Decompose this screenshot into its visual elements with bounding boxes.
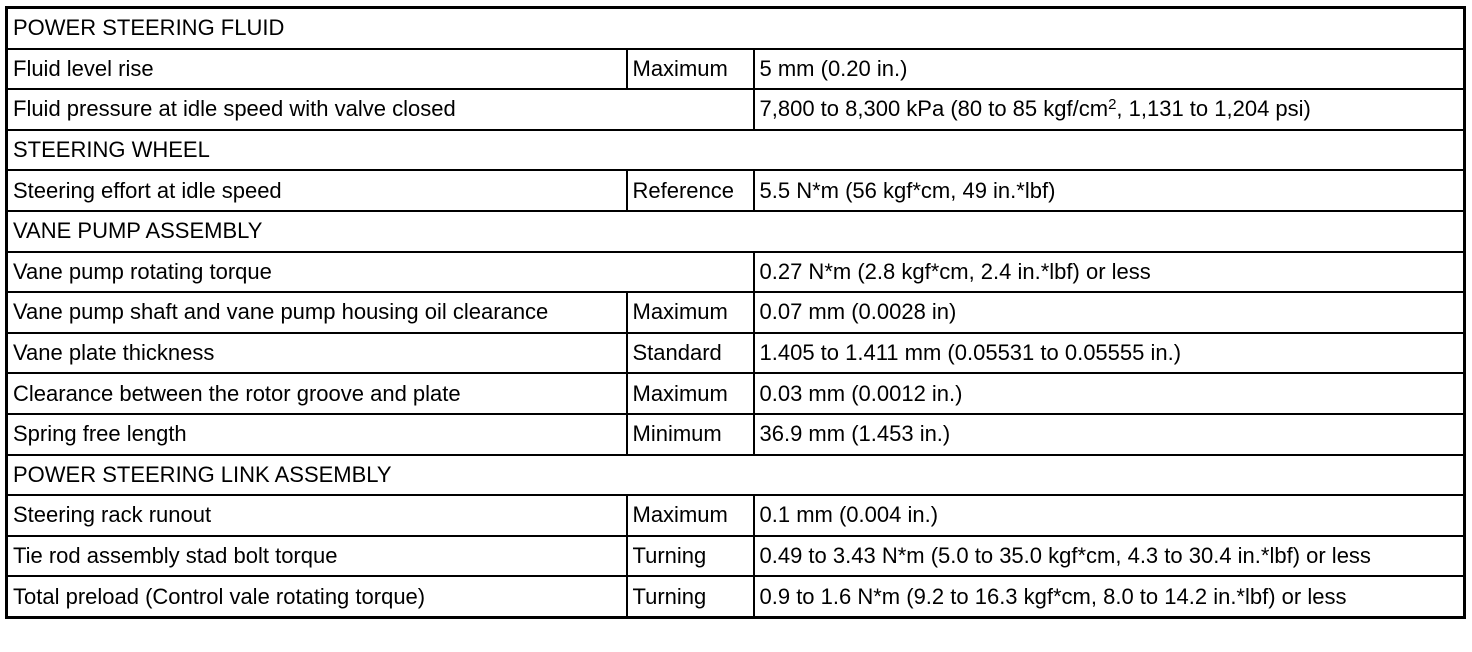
table-row (7, 292, 1465, 333)
section-header-row (7, 455, 1465, 496)
spec-cell: 36.9 mm (1.453 in.) (754, 414, 1465, 455)
table-row (7, 89, 1465, 130)
table-row (7, 414, 1465, 455)
item-cell: Vane pump rotating torque (7, 252, 754, 293)
condition-cell: Standard (627, 333, 754, 374)
specification-table (5, 6, 1466, 619)
table-row (7, 333, 1465, 374)
condition-cell: Maximum (627, 49, 754, 90)
condition-cell: Reference (627, 170, 754, 211)
table-row (7, 49, 1465, 90)
item-cell: Vane plate thickness (7, 333, 627, 374)
table-row (7, 252, 1465, 293)
spec-cell: 1.405 to 1.411 mm (0.05531 to 0.05555 in.) (754, 333, 1465, 374)
table-row (7, 576, 1465, 617)
table-row (7, 495, 1465, 536)
item-cell: Steering rack runout (7, 495, 627, 536)
table-row (7, 373, 1465, 414)
section-header-row (7, 130, 1465, 171)
item-cell: Fluid level rise (7, 49, 627, 90)
spec-text: 7,800 to 8,300 kPa (80 to 85 kgf/cm (759, 96, 1109, 122)
spec-text: , 1,131 to 1,204 psi) (1116, 96, 1311, 122)
spec-cell: 5 mm (0.20 in.) (754, 49, 1465, 90)
spec-cell: 0.9 to 1.6 N*m (9.2 to 16.3 kgf*cm, 8.0 to 14.2 in.*lbf) or less (754, 576, 1465, 617)
item-cell: Tie rod assembly stad bolt torque (7, 536, 627, 577)
spec-cell (754, 89, 1465, 130)
condition-cell: Minimum (627, 414, 754, 455)
spec-cell: 0.1 mm (0.004 in.) (754, 495, 1465, 536)
section-title: POWER STEERING FLUID (7, 8, 1465, 49)
section-title: POWER STEERING LINK ASSEMBLY (7, 455, 1465, 496)
section-title: VANE PUMP ASSEMBLY (7, 211, 1465, 252)
table-row (7, 536, 1465, 577)
section-header-row (7, 8, 1465, 49)
spec-cell: 5.5 N*m (56 kgf*cm, 49 in.*lbf) (754, 170, 1465, 211)
spec-cell: 0.27 N*m (2.8 kgf*cm, 2.4 in.*lbf) or less (754, 252, 1465, 293)
spec-superscript: 2 (1108, 96, 1117, 114)
spec-cell: 0.49 to 3.43 N*m (5.0 to 35.0 kgf*cm, 4.3 to 30.4 in.*lbf) or less (754, 536, 1465, 577)
condition-cell: Turning (627, 536, 754, 577)
item-cell: Fluid pressure at idle speed with valve closed (7, 89, 754, 130)
item-cell: Vane pump shaft and vane pump housing oil clearance (7, 292, 627, 333)
condition-cell: Maximum (627, 373, 754, 414)
condition-cell: Turning (627, 576, 754, 617)
section-header-row (7, 211, 1465, 252)
item-cell: Spring free length (7, 414, 627, 455)
section-title: STEERING WHEEL (7, 130, 1465, 171)
item-cell: Total preload (Control vale rotating torque) (7, 576, 627, 617)
item-cell: Clearance between the rotor groove and plate (7, 373, 627, 414)
spec-cell: 0.03 mm (0.0012 in.) (754, 373, 1465, 414)
condition-cell: Maximum (627, 292, 754, 333)
spec-cell: 0.07 mm (0.0028 in) (754, 292, 1465, 333)
condition-cell: Maximum (627, 495, 754, 536)
table-row (7, 170, 1465, 211)
item-cell: Steering effort at idle speed (7, 170, 627, 211)
